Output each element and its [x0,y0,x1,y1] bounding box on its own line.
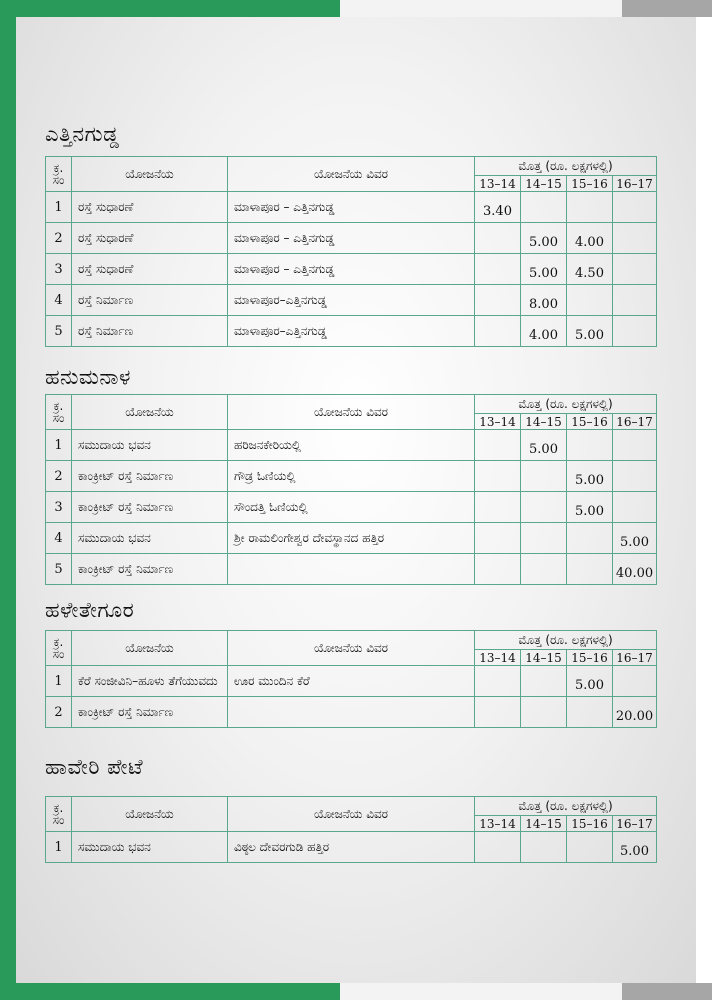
header-year: 16–17 [613,650,657,666]
header-scheme-detail: ಯೋಜನೆಯ ವಿವರ [228,157,475,192]
amount-cell: 5.00 [613,832,657,863]
scheme-detail-cell: ಸೌಂದತ್ತಿ ಓಣಿಯಲ್ಲಿ [228,492,475,523]
scheme-cell: ರಸ್ತೆ ನಿರ್ಮಾಣ [72,285,228,316]
section-title: ಹಾವೇರಿ ಪೇಟೆ [45,755,144,779]
header-year: 14–15 [521,650,567,666]
amount-cell [475,223,521,254]
scheme-cell: ಕಾಂಕ್ರೀಟ್ ರಸ್ತೆ ನಿರ್ಮಾಣ [72,492,228,523]
scheme-detail-cell: ಮಾಳಾಪೂರ–ಎತ್ತಿನಗುಡ್ಡ [228,285,475,316]
amount-cell [567,523,613,554]
amount-cell: 5.00 [613,523,657,554]
amount-cell: 40.00 [613,554,657,585]
header-year: 14–15 [521,414,567,430]
amount-cell: 5.00 [567,316,613,347]
amount-cell [567,832,613,863]
table-row [46,223,657,254]
amount-cell [567,192,613,223]
table-row [46,192,657,223]
bottom-light-band [340,983,622,1000]
amount-cell [613,192,657,223]
header-year: 13–14 [475,650,521,666]
amount-cell [567,697,613,728]
scheme-detail-cell: ಮಾಳಾಪೂರ – ಎತ್ತಿನಗುಡ್ಡ [228,223,475,254]
amount-cell [567,430,613,461]
amount-cell [567,285,613,316]
scheme-detail-cell: ಮಾಳಾಪೂರ – ಎತ್ತಿನಗುಡ್ಡ [228,192,475,223]
header-amount-lakhs: ಮೊತ್ತ (ರೂ. ಲಕ್ಷಗಳಲ್ಲಿ) [475,631,657,650]
top-grey-band [622,0,712,17]
header-year: 14–15 [521,176,567,192]
serial-number-cell: 2 [46,461,72,492]
amount-cell [613,492,657,523]
amount-cell: 5.00 [567,492,613,523]
amount-cell: 8.00 [521,285,567,316]
amount-cell [613,666,657,697]
amount-cell: 4.00 [521,316,567,347]
table-row [46,523,657,554]
serial-number-cell: 1 [46,430,72,461]
amount-cell [521,492,567,523]
scheme-cell: ಕಾಂಕ್ರೀಟ್ ರಸ್ತೆ ನಿರ್ಮಾಣ [72,697,228,728]
serial-number-cell: 3 [46,254,72,285]
table-row [46,316,657,347]
amount-cell: 5.00 [521,254,567,285]
table-row [46,832,657,863]
scheme-detail-cell [228,554,475,585]
scheme-cell: ಸಮುದಾಯ ಭವನ [72,523,228,554]
header-year: 16–17 [613,176,657,192]
header-year: 15–16 [567,650,613,666]
scheme-cell: ಕಾಂಕ್ರೀಟ್ ರಸ್ತೆ ನಿರ್ಮಾಣ [72,461,228,492]
bottom-grey-band [622,983,712,1000]
amount-cell [475,554,521,585]
table-row [46,666,657,697]
serial-number-cell: 5 [46,554,72,585]
scheme-cell: ರಸ್ತೆ ನಿರ್ಮಾಣ [72,316,228,347]
header-year: 13–14 [475,816,521,832]
scheme-cell: ಕಾಂಕ್ರೀಟ್ ರಸ್ತೆ ನಿರ್ಮಾಣ [72,554,228,585]
header-serial-number: ಕ್ರ. ಸಂ [46,157,72,192]
amount-cell: 5.00 [521,223,567,254]
scheme-detail-cell: ಮಾಳಾಪೂರ–ಎತ್ತಿನಗುಡ್ಡ [228,316,475,347]
amount-cell [521,697,567,728]
amount-cell [475,492,521,523]
amount-cell [521,832,567,863]
header-year: 16–17 [613,816,657,832]
amount-cell: 5.00 [567,461,613,492]
amount-cell [475,832,521,863]
serial-number-cell: 1 [46,832,72,863]
amount-cell [613,285,657,316]
amount-cell: 20.00 [613,697,657,728]
amount-cell [475,697,521,728]
table-row [46,254,657,285]
amount-cell [613,223,657,254]
header-scheme-detail: ಯೋಜನೆಯ ವಿವರ [228,395,475,430]
header-year: 13–14 [475,414,521,430]
scheme-detail-cell: ವಿಠ್ಠಲ ದೇವರಗುಡಿ ಹತ್ತಿರ [228,832,475,863]
scheme-cell: ರಸ್ತೆ ಸುಧಾರಣೆ [72,223,228,254]
amount-cell [521,192,567,223]
header-year: 15–16 [567,816,613,832]
table-row [46,697,657,728]
scheme-detail-cell [228,697,475,728]
serial-number-cell: 1 [46,666,72,697]
scheme-cell: ಸಮುದಾಯ ಭವನ [72,430,228,461]
amount-cell [475,254,521,285]
table-row [46,492,657,523]
header-serial-number: ಕ್ರ. ಸಂ [46,631,72,666]
header-scheme-detail: ಯೋಜನೆಯ ವಿವರ [228,797,475,832]
header-scheme-detail: ಯೋಜನೆಯ ವಿವರ [228,631,475,666]
scheme-cell: ಕೆರೆ ಸಂಜೀವಿನಿ–ಹೂಳು ತೆಗೆಯುವದು [72,666,228,697]
scheme-detail-cell: ಮಾಳಾಪೂರ – ಎತ್ತಿನಗುಡ್ಡ [228,254,475,285]
serial-number-cell: 5 [46,316,72,347]
section-title: ಹನುಮನಾಳ [45,365,131,389]
header-year: 16–17 [613,414,657,430]
amount-cell [475,523,521,554]
table-row [46,461,657,492]
amount-cell [613,461,657,492]
header-scheme: ಯೋಜನೆಯ [72,157,228,192]
amount-cell: 5.00 [521,430,567,461]
scheme-cell: ರಸ್ತೆ ಸುಧಾರಣೆ [72,192,228,223]
table-row [46,430,657,461]
amount-cell [521,523,567,554]
amount-cell [613,430,657,461]
scheme-detail-cell: ಗೌಡ್ರ ಓಣಿಯಲ್ಲಿ [228,461,475,492]
amount-cell [475,666,521,697]
amount-cell: 3.40 [475,192,521,223]
amount-cell [475,461,521,492]
table-row [46,554,657,585]
amount-cell [521,554,567,585]
amount-cell [521,461,567,492]
header-serial-number: ಕ್ರ. ಸಂ [46,395,72,430]
scheme-detail-cell: ಹರಿಜನಕೇರಿಯಲ್ಲಿ [228,430,475,461]
header-serial-number: ಕ್ರ. ಸಂ [46,797,72,832]
amount-cell [475,430,521,461]
amount-cell [475,285,521,316]
scheme-detail-cell: ಶ್ರೀ ರಾಮಲಿಂಗೇಶ್ವರ ದೇವಸ್ಥಾನದ ಹತ್ತಿರ [228,523,475,554]
amount-cell: 4.50 [567,254,613,285]
scheme-table [45,796,657,863]
header-scheme: ಯೋಜನೆಯ [72,797,228,832]
header-year: 13–14 [475,176,521,192]
serial-number-cell: 2 [46,223,72,254]
serial-number-cell: 2 [46,697,72,728]
amount-cell [567,554,613,585]
header-amount-lakhs: ಮೊತ್ತ (ರೂ. ಲಕ್ಷಗಳಲ್ಲಿ) [475,395,657,414]
bottom-green-band [0,983,340,1000]
section-title: ಹಳೇತೇಗೂರ [45,598,135,622]
scheme-cell: ಸಮುದಾಯ ಭವನ [72,832,228,863]
top-light-band [340,0,622,17]
header-scheme: ಯೋಜನೆಯ [72,631,228,666]
header-year: 14–15 [521,816,567,832]
top-green-band [0,0,340,17]
table-row [46,285,657,316]
header-scheme: ಯೋಜನೆಯ [72,395,228,430]
scheme-detail-cell: ಊರ ಮುಂದಿನ ಕೆರೆ [228,666,475,697]
amount-cell [613,254,657,285]
serial-number-cell: 1 [46,192,72,223]
scheme-table [45,394,657,585]
amount-cell: 5.00 [567,666,613,697]
header-year: 15–16 [567,176,613,192]
serial-number-cell: 3 [46,492,72,523]
scheme-cell: ರಸ್ತೆ ಸುಧಾರಣೆ [72,254,228,285]
scheme-table [45,156,657,347]
amount-cell [475,316,521,347]
amount-cell [521,666,567,697]
scheme-table [45,630,657,728]
header-amount-lakhs: ಮೊತ್ತ (ರೂ. ಲಕ್ಷಗಳಲ್ಲಿ) [475,157,657,176]
section-title: ಎತ್ತಿನಗುಡ್ಡ [45,122,120,146]
left-green-band [0,17,16,1000]
serial-number-cell: 4 [46,523,72,554]
serial-number-cell: 4 [46,285,72,316]
header-year: 15–16 [567,414,613,430]
header-amount-lakhs: ಮೊತ್ತ (ರೂ. ಲಕ್ಷಗಳಲ್ಲಿ) [475,797,657,816]
amount-cell [613,316,657,347]
amount-cell: 4.00 [567,223,613,254]
